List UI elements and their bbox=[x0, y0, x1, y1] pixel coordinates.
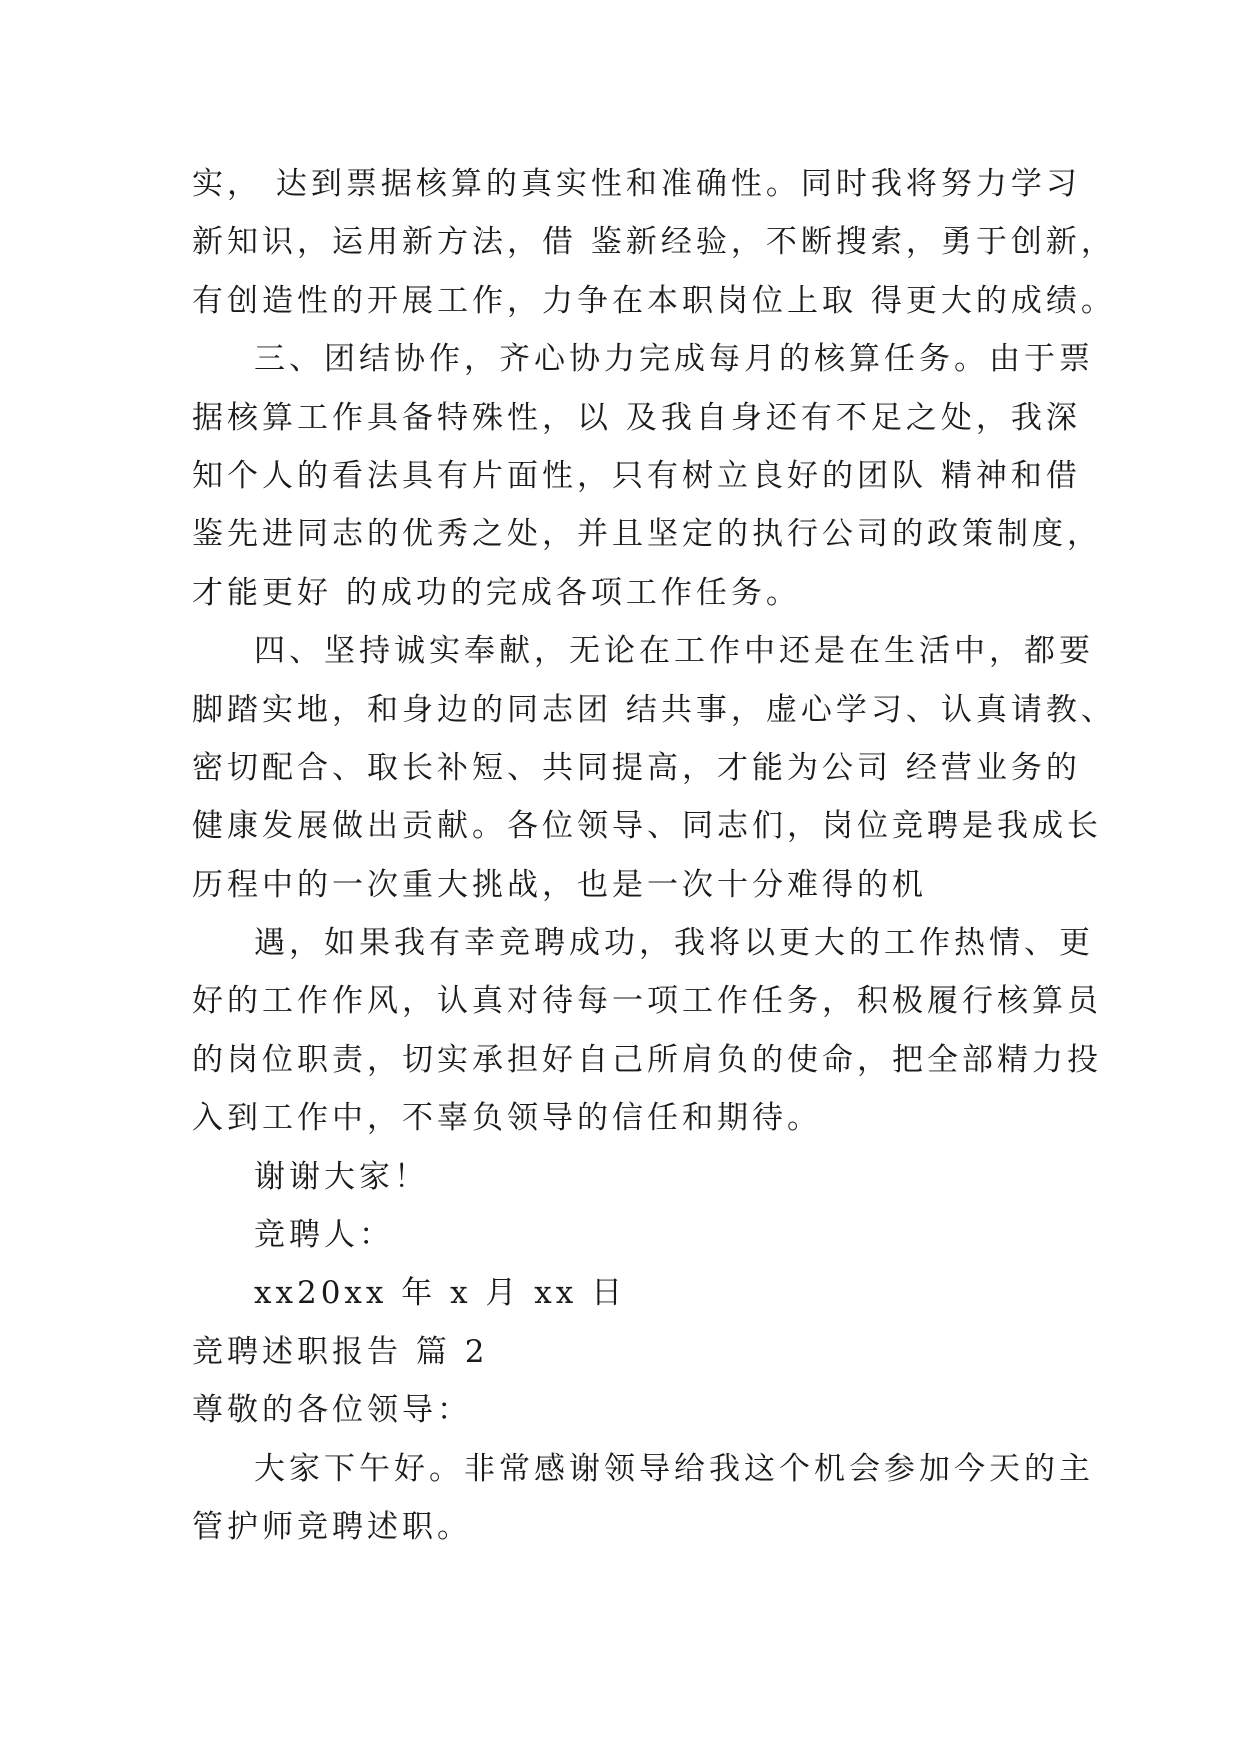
text-line: 的岗位职责，切实承担好自己所肩负的使命，把全部精力投 bbox=[192, 1041, 1102, 1078]
text-line: 谢谢大家！ bbox=[254, 1158, 429, 1195]
text-line: 好的工作作风，认真对待每一项工作任务，积极履行核算员 bbox=[192, 983, 1102, 1020]
text-line: 四、坚持诚实奉献，无论在工作中还是在生活中，都要 bbox=[254, 633, 1094, 670]
text-line: 据核算工作具备特殊性，以 及我自身还有不足之处，我深 bbox=[192, 399, 1081, 436]
text-line: 健康发展做出贡献。各位领导、同志们，岗位竞聘是我成长 bbox=[192, 808, 1102, 845]
text-line: 知个人的看法具有片面性，只有树立良好的团队 精神和借 bbox=[192, 457, 1081, 494]
text-line: 尊敬的各位领导： bbox=[192, 1392, 472, 1429]
text-line: 历程中的一次重大挑战，也是一次十分难得的机 bbox=[192, 866, 927, 903]
text-line: 入到工作中，不辜负领导的信任和期待。 bbox=[192, 1100, 822, 1137]
text-line: 密切配合、取长补短、共同提高，才能为公司 经营业务的 bbox=[192, 749, 1081, 786]
text-line: 管护师竞聘述职。 bbox=[192, 1508, 472, 1545]
text-line: 新知识，运用新方法，借 鉴新经验，不断搜索，勇于创新， bbox=[192, 224, 1116, 261]
text-line: 三、团结协作，齐心协力完成每月的核算任务。由于票 bbox=[254, 341, 1094, 378]
text-line: 才能更好 的成功的完成各项工作任务。 bbox=[192, 574, 801, 611]
text-line: 遇，如果我有幸竞聘成功，我将以更大的工作热情、更 bbox=[254, 925, 1094, 962]
text-line: 有创造性的开展工作，力争在本职岗位上取 得更大的成绩。 bbox=[192, 282, 1116, 319]
text-line: 脚踏实地，和身边的同志团 结共事，虚心学习、认真请教、 bbox=[192, 691, 1116, 728]
document-body bbox=[192, 155, 1116, 1556]
text-line: 竞聘人： bbox=[254, 1217, 394, 1254]
text-line: 竞聘述职报告 篇 2 bbox=[192, 1333, 489, 1370]
text-line: 大家下午好。非常感谢领导给我这个机会参加今天的主 bbox=[254, 1450, 1094, 1487]
text-line: 鉴先进同志的优秀之处，并且坚定的执行公司的政策制度， bbox=[192, 516, 1102, 553]
text-line: 实， 达到票据核算的真实性和准确性。同时我将努力学习 bbox=[192, 166, 1081, 202]
text-line: xx20xx 年 x 月 xx 日 bbox=[254, 1275, 627, 1312]
